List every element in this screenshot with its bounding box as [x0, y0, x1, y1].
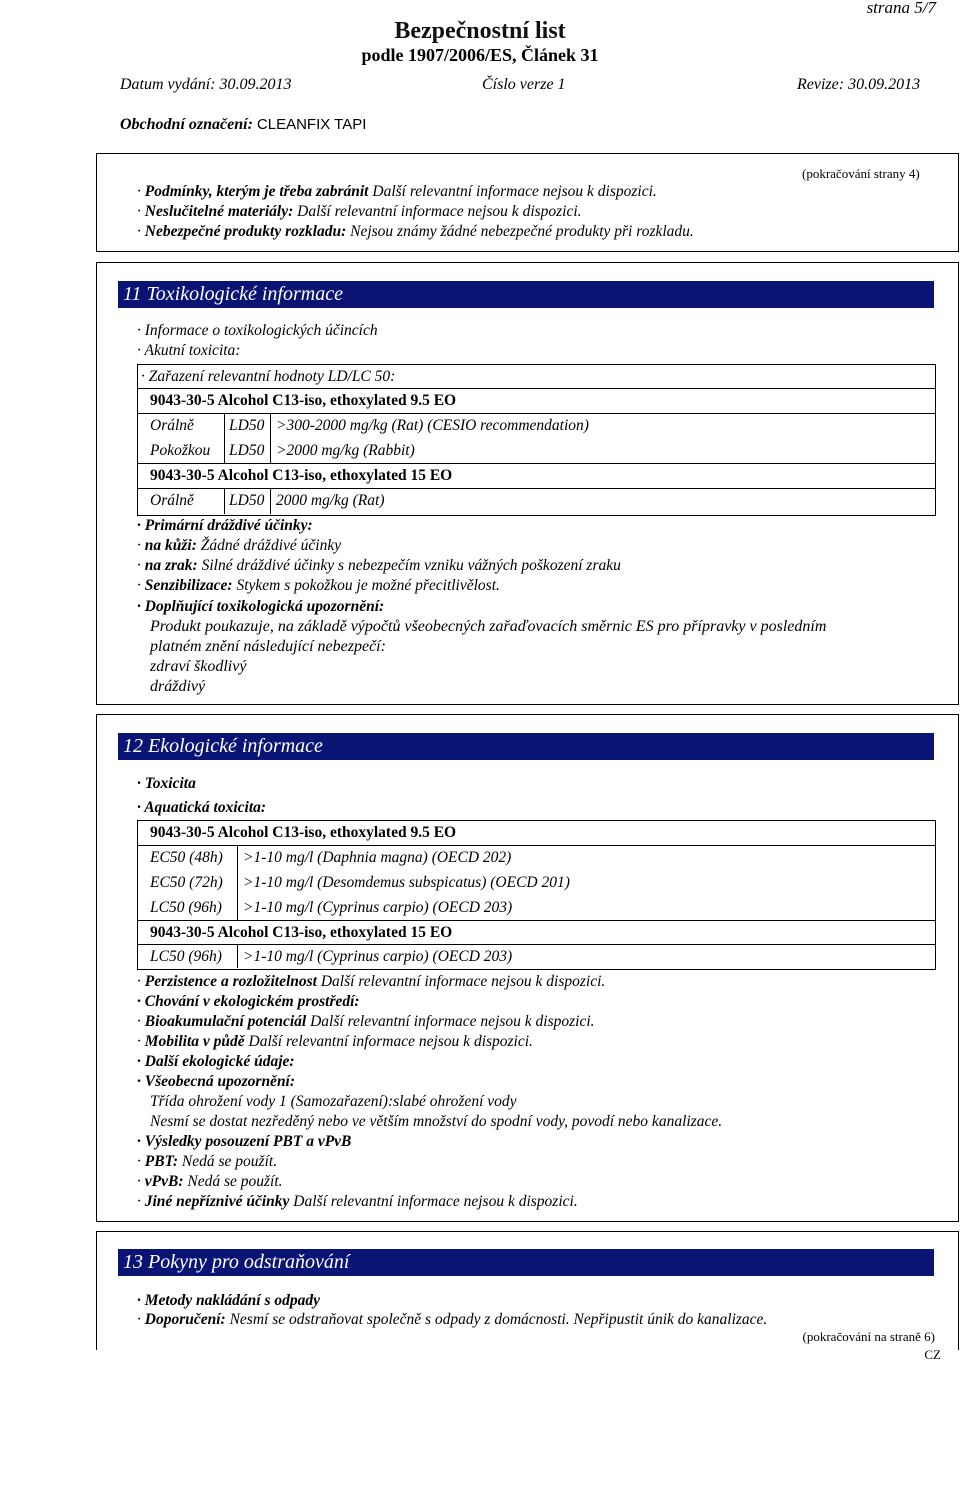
page-number: strana 5/7: [866, 0, 936, 17]
continued-from-note: (pokračování strany 4): [802, 166, 920, 181]
ec50-value: >1-10 mg/l (Desomdemus subspicatus) (OECD 201): [243, 874, 570, 891]
lc50-type: LC50 (96h): [150, 899, 222, 916]
general-notes: · Všeobecná upozornění:: [137, 1073, 296, 1090]
document-title: Bezpečnostní list: [394, 18, 566, 44]
ec50-type: EC50 (72h): [150, 874, 223, 891]
additional-tox-text: platném znění následující nebezpečí:: [150, 638, 386, 655]
trade-name-label: Obchodní označení:: [120, 116, 253, 133]
divider: [137, 845, 935, 846]
lc50-type: LC50 (96h): [150, 948, 222, 965]
decomposition-products: · Nebezpečné produkty rozkladu: Nejsou známy žádné nebezpečné produkty při rozkladu.: [137, 223, 694, 240]
waste-methods: · Metody nakládání s odpady: [137, 1292, 320, 1309]
document-subtitle: podle 1907/2006/ES, Článek 31: [361, 45, 599, 65]
conditions-to-avoid: · Podmínky, kterým je třeba zabránit Další relevantní informace nejsou k dispozici.: [137, 183, 657, 200]
continued-on-note: (pokračování na straně 6): [802, 1329, 935, 1344]
acute-toxicity: · Akutní toxicita:: [137, 342, 241, 359]
oral-route: Orálně: [150, 417, 194, 434]
water-hazard-class: Třída ohrožení vody 1 (Samozařazení):slabé ohrožení vody: [150, 1093, 517, 1110]
bioaccumulation: · Bioakumulační potenciál Další relevantní informace nejsou k dispozici.: [137, 1013, 595, 1030]
persistence: · Perzistence a rozložitelnost Další relevantní informace nejsou k dispozici.: [137, 973, 606, 990]
divider: [137, 463, 935, 464]
ld50-type: LD50: [229, 442, 265, 459]
sensitization: · Senzibilizace: Stykem s pokožkou je možné přecitlivělost.: [137, 577, 500, 594]
divider: [224, 488, 225, 514]
dermal-route: Pokožkou: [150, 442, 211, 459]
divider: [237, 845, 238, 920]
incompatible-materials: · Neslučitelné materiály: Další relevantní informace nejsou k dispozici.: [137, 203, 582, 220]
trade-name: [120, 116, 366, 134]
hazard-harmful: zdraví škodlivý: [150, 658, 247, 675]
additional-tox-text: Produkt poukazuje, na základě výpočtů všeobecných zařaďovacích směrnic ES pro přípravky v posledním: [150, 618, 827, 635]
version-number: Číslo verze 1: [482, 76, 566, 93]
tox-effects-info: · Informace o toxikologických účincích: [137, 322, 378, 339]
hazard-irritant: dráždivý: [150, 678, 206, 695]
skin-irritation: · na kůži: Žádné dráždivé účinky: [137, 537, 342, 554]
substance-15eo: 9043-30-5 Alcohol C13-iso, ethoxylated 15 EO: [150, 924, 453, 941]
ld50-value: 2000 mg/kg (Rat): [276, 492, 385, 509]
issue-date: Datum vydání: 30.09.2013: [120, 76, 292, 93]
divider: [237, 944, 238, 968]
other-eco-data: · Další ekologické údaje:: [137, 1053, 295, 1070]
pbt: · PBT: Nedá se použít.: [137, 1153, 278, 1170]
ld50-value: >300-2000 mg/kg (Rat) (CESIO recommendation): [276, 417, 589, 434]
ld50-classification: · Zařazení relevantní hodnoty LD/LC 50:: [141, 368, 396, 385]
ld50-type: LD50: [229, 417, 265, 434]
section-12-heading: 12 Ekologické informace: [118, 733, 934, 760]
divider: [137, 920, 935, 921]
toxicity: · Toxicita: [137, 775, 196, 792]
section-13-heading: 13 Pokyny pro odstraňování: [118, 1249, 934, 1276]
lc50-value: >1-10 mg/l (Cyprinus carpio) (OECD 203): [243, 899, 513, 916]
trade-name-value: CLEANFIX TAPI: [256, 116, 367, 133]
vpvb: · vPvB: Nedá se použít.: [137, 1173, 283, 1190]
oral-route: Orálně: [150, 492, 194, 509]
additional-tox-info: · Doplňující toxikologická upozornění:: [137, 598, 385, 615]
environmental-behaviour: · Chování v ekologickém prostředí:: [137, 993, 360, 1010]
disposal-recommendation: · Doporučení: Nesmí se odstraňovat společně s odpady z domácnosti. Nepřipustit únik do kanalizace.: [137, 1311, 768, 1328]
divider: [137, 413, 935, 414]
ld50-type: LD50: [229, 492, 265, 509]
substance-95eo: 9043-30-5 Alcohol C13-iso, ethoxylated 9.5 EO: [150, 824, 457, 841]
pbt-assessment: · Výsledky posouzení PBT a vPvB: [137, 1133, 352, 1150]
lc50-value: >1-10 mg/l (Cyprinus carpio) (OECD 203): [243, 948, 513, 965]
divider: [270, 488, 271, 514]
divider: [137, 488, 935, 489]
divider: [224, 413, 225, 463]
language-code: CZ: [924, 1347, 941, 1362]
aquatic-toxicity: · Aquatická toxicita:: [137, 799, 267, 816]
ld50-value: >2000 mg/kg (Rabbit): [276, 442, 415, 459]
primary-irritation: · Primární dráždivé účinky:: [137, 517, 313, 534]
section-11-heading: 11 Toxikologické informace: [118, 281, 934, 308]
ec50-value: >1-10 mg/l (Daphnia magna) (OECD 202): [243, 849, 512, 866]
ec50-type: EC50 (48h): [150, 849, 223, 866]
other-adverse-effects: · Jiné nepříznivé účinky Další relevantní informace nejsou k dispozici.: [137, 1193, 578, 1210]
divider: [270, 413, 271, 463]
groundwater-warning: Nesmí se dostat nezředěný nebo ve větším množství do spodní vody, povodí nebo kanalizace.: [150, 1113, 723, 1130]
substance-95eo: 9043-30-5 Alcohol C13-iso, ethoxylated 9.5 EO: [150, 392, 457, 409]
eye-irritation: · na zrak: Silné dráždivé účinky s nebezpečím vzniku vážných poškození zraku: [137, 557, 621, 574]
substance-15eo: 9043-30-5 Alcohol C13-iso, ethoxylated 15 EO: [150, 467, 453, 484]
revision-date: Revize: 30.09.2013: [797, 76, 921, 93]
divider: [137, 944, 935, 945]
divider: [137, 388, 935, 389]
soil-mobility: · Mobilita v půdě Další relevantní informace nejsou k dispozici.: [137, 1033, 533, 1050]
